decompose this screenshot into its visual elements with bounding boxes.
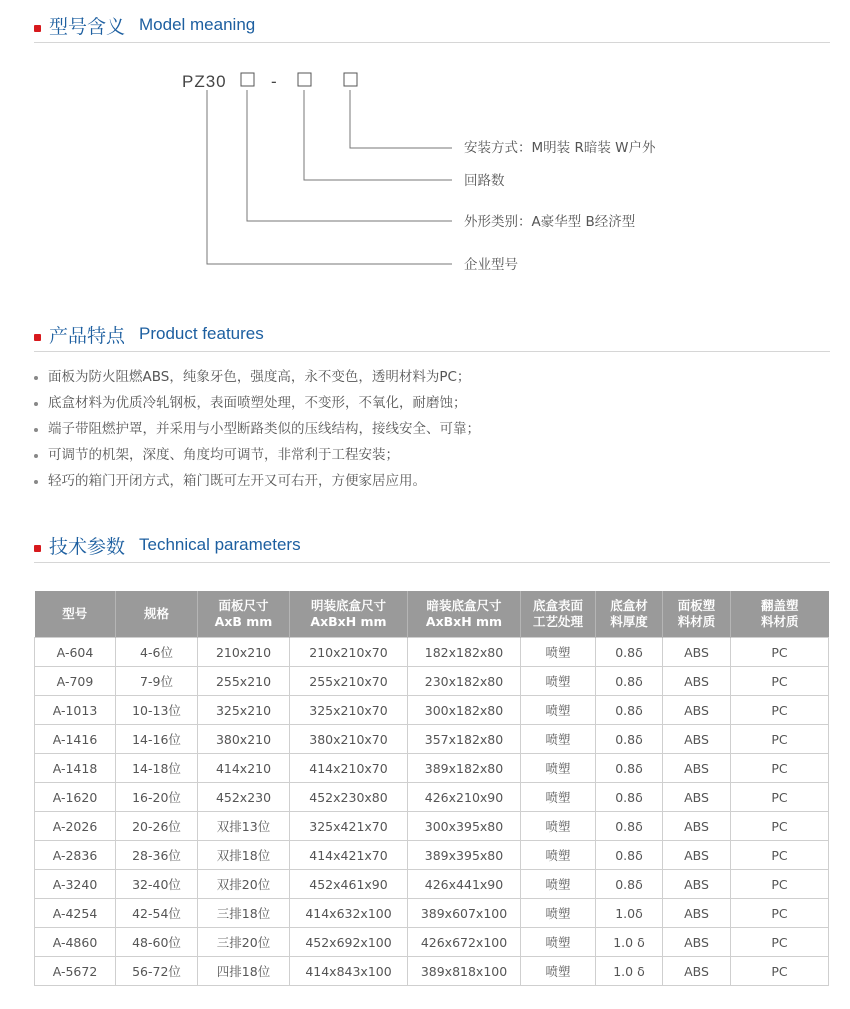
table-cell: A-2026: [35, 812, 116, 841]
section-title-cn: 技术参数: [49, 536, 126, 558]
table-cell: 452x461x90: [290, 870, 408, 899]
table-cell: 389x607x100: [408, 899, 521, 928]
section-header-model-meaning: [34, 10, 830, 43]
table-cell: 14-16位: [116, 725, 198, 754]
table-cell: 325x210: [198, 696, 290, 725]
table-cell: 414x843x100: [290, 957, 408, 986]
table-cell: 426x672x100: [408, 928, 521, 957]
table-cell: 28-36位: [116, 841, 198, 870]
table-cell: 380x210x70: [290, 725, 408, 754]
table-cell: 452x230x80: [290, 783, 408, 812]
column-header-line: 面板塑: [677, 598, 716, 613]
column-header-line: 规格: [143, 606, 169, 621]
table-cell: 0.8δ: [596, 783, 663, 812]
table-cell: PC: [731, 725, 829, 754]
table-cell: 双排18位: [198, 841, 290, 870]
table-cell: A-4860: [35, 928, 116, 957]
table-cell: A-1416: [35, 725, 116, 754]
feature-item: [34, 418, 824, 444]
table-cell: 414x210x70: [290, 754, 408, 783]
placeholder-box-install: [344, 73, 357, 86]
table-cell: ABS: [663, 841, 731, 870]
column-header-line: 面板尺寸: [218, 598, 269, 613]
column-header-line: AxBxH mm: [310, 614, 387, 629]
table-cell: 210x210: [198, 638, 290, 667]
table-cell: 双排20位: [198, 870, 290, 899]
table-cell: 14-18位: [116, 754, 198, 783]
model-code-prefix: PZ30: [182, 72, 227, 91]
connector-line-enterprise: [207, 90, 452, 264]
feature-item: [34, 444, 824, 470]
table-cell: ABS: [663, 812, 731, 841]
table-row: [35, 899, 829, 928]
table-cell: PC: [731, 638, 829, 667]
table-cell: ABS: [663, 696, 731, 725]
table-cell: 1.0 δ: [596, 928, 663, 957]
bullet-dot-icon: [34, 454, 38, 458]
table-cell: 喷塑: [521, 899, 596, 928]
table-cell: 喷塑: [521, 783, 596, 812]
table-cell: 0.8δ: [596, 725, 663, 754]
column-header: [408, 591, 521, 638]
table-cell: 四排18位: [198, 957, 290, 986]
table-cell: 210x210x70: [290, 638, 408, 667]
technical-parameters-table: [34, 591, 829, 986]
table-cell: 255x210x70: [290, 667, 408, 696]
desc-shape-category: 外形类别：A豪华型 B经济型: [464, 214, 636, 230]
section-title-cn: 产品特点: [49, 325, 126, 347]
table-cell: PC: [731, 957, 829, 986]
table-cell: 喷塑: [521, 957, 596, 986]
feature-text: 底盒材料为优质冷轧钢板，表面喷塑处理，不变形，不氧化，耐磨蚀；: [48, 395, 467, 411]
table-cell: 42-54位: [116, 899, 198, 928]
table-cell: A-1620: [35, 783, 116, 812]
column-header-line: AxB mm: [214, 614, 273, 629]
table-cell: 4-6位: [116, 638, 198, 667]
feature-list: [34, 366, 824, 496]
table-row: [35, 725, 829, 754]
table-cell: 三排18位: [198, 899, 290, 928]
column-header-line: 底盒材: [610, 598, 648, 613]
feature-text: 轻巧的箱门开闭方式，箱门既可左开又可右开，方便家居应用。: [48, 473, 426, 489]
table-cell: 1.0 δ: [596, 957, 663, 986]
table-cell: A-709: [35, 667, 116, 696]
table-cell: 16-20位: [116, 783, 198, 812]
section-title-cn: 型号含义: [49, 16, 126, 38]
red-square-bullet-icon: [34, 545, 41, 552]
column-header: [198, 591, 290, 638]
column-header-line: 料厚度: [610, 614, 648, 629]
table-cell: 452x692x100: [290, 928, 408, 957]
table-cell: 0.8δ: [596, 841, 663, 870]
table-cell: A-1418: [35, 754, 116, 783]
table-cell: A-3240: [35, 870, 116, 899]
table-row: [35, 638, 829, 667]
table-cell: 325x210x70: [290, 696, 408, 725]
section-title-en: Product features: [139, 324, 264, 343]
table-cell: PC: [731, 754, 829, 783]
table-cell: 喷塑: [521, 928, 596, 957]
table-cell: 三排20位: [198, 928, 290, 957]
table-cell: 0.8δ: [596, 696, 663, 725]
table-cell: 喷塑: [521, 812, 596, 841]
column-header: [290, 591, 408, 638]
feature-item: [34, 366, 824, 392]
table-cell: 0.8δ: [596, 754, 663, 783]
table-row: [35, 783, 829, 812]
table-cell: 300x182x80: [408, 696, 521, 725]
table-cell: PC: [731, 812, 829, 841]
table-row: [35, 667, 829, 696]
table-cell: ABS: [663, 667, 731, 696]
table-cell: 喷塑: [521, 638, 596, 667]
table-row: [35, 841, 829, 870]
table-cell: 389x818x100: [408, 957, 521, 986]
table-cell: 10-13位: [116, 696, 198, 725]
column-header-line: 翻盖塑: [760, 598, 799, 613]
table-cell: 喷塑: [521, 696, 596, 725]
bullet-dot-icon: [34, 428, 38, 432]
column-header-line: 工艺处理: [532, 614, 583, 629]
desc-enterprise-model: 企业型号: [464, 257, 518, 273]
feature-text: 端子带阻燃护罩，并采用与小型断路类似的压线结构，接线安全、可靠；: [48, 421, 480, 437]
column-header-line: 底盒表面: [532, 598, 583, 613]
table-cell: ABS: [663, 783, 731, 812]
model-code-separator: -: [271, 72, 278, 91]
table-cell: 414x632x100: [290, 899, 408, 928]
table-cell: PC: [731, 928, 829, 957]
model-code-diagram: [0, 60, 850, 290]
table-row: [35, 928, 829, 957]
desc-install-method: 安装方式：M明装 R暗装 W户外: [464, 140, 656, 156]
table-row: [35, 696, 829, 725]
table-cell: 230x182x80: [408, 667, 521, 696]
table-cell: 喷塑: [521, 841, 596, 870]
table-cell: 1.0δ: [596, 899, 663, 928]
table-cell: A-5672: [35, 957, 116, 986]
table-cell: 380x210: [198, 725, 290, 754]
table-cell: 426x210x90: [408, 783, 521, 812]
table-cell: PC: [731, 783, 829, 812]
placeholder-box-shape: [241, 73, 254, 86]
desc-circuit-count: 回路数: [464, 173, 505, 189]
table-cell: 喷塑: [521, 870, 596, 899]
table-cell: 357x182x80: [408, 725, 521, 754]
column-header: [116, 591, 198, 638]
table-cell: ABS: [663, 754, 731, 783]
column-header-line: 型号: [62, 606, 88, 621]
table-cell: ABS: [663, 725, 731, 754]
table-cell: PC: [731, 870, 829, 899]
table-cell: 389x182x80: [408, 754, 521, 783]
table-cell: 0.8δ: [596, 812, 663, 841]
table-cell: A-604: [35, 638, 116, 667]
table-cell: A-4254: [35, 899, 116, 928]
table-cell: 0.8δ: [596, 667, 663, 696]
table-cell: 32-40位: [116, 870, 198, 899]
section-header-product-features: [34, 319, 830, 352]
table-cell: ABS: [663, 638, 731, 667]
table-cell: 426x441x90: [408, 870, 521, 899]
column-header-line: 暗装底盒尺寸: [426, 598, 502, 613]
table-cell: PC: [731, 841, 829, 870]
bullet-dot-icon: [34, 402, 38, 406]
red-square-bullet-icon: [34, 25, 41, 32]
column-header: [731, 591, 829, 638]
table-cell: 喷塑: [521, 667, 596, 696]
table-cell: 182x182x80: [408, 638, 521, 667]
table-cell: 300x395x80: [408, 812, 521, 841]
section-title-en: Model meaning: [139, 15, 256, 34]
feature-item: [34, 470, 824, 496]
connector-line-circuits: [304, 90, 452, 180]
table-cell: 7-9位: [116, 667, 198, 696]
table-cell: 389x395x80: [408, 841, 521, 870]
bullet-dot-icon: [34, 376, 38, 380]
table-cell: ABS: [663, 870, 731, 899]
table-row: [35, 812, 829, 841]
feature-text: 可调节的机架，深度、角度均可调节，非常利于工程安装；: [48, 447, 399, 463]
table-cell: 喷塑: [521, 725, 596, 754]
column-header: [596, 591, 663, 638]
table-cell: 20-26位: [116, 812, 198, 841]
table-cell: 56-72位: [116, 957, 198, 986]
placeholder-box-circuits: [298, 73, 311, 86]
column-header-line: AxBxH mm: [425, 614, 503, 629]
table-row: [35, 957, 829, 986]
feature-item: [34, 392, 824, 418]
table-cell: 双排13位: [198, 812, 290, 841]
table-cell: 414x421x70: [290, 841, 408, 870]
table-cell: 452x230: [198, 783, 290, 812]
table-cell: A-1013: [35, 696, 116, 725]
column-header: [35, 591, 116, 638]
table-cell: PC: [731, 899, 829, 928]
table-cell: PC: [731, 696, 829, 725]
column-header-line: 明装底盒尺寸: [310, 598, 386, 613]
column-header: [521, 591, 596, 638]
section-title-en: Technical parameters: [139, 535, 301, 554]
section-header-technical-parameters: [34, 530, 830, 563]
table-row: [35, 754, 829, 783]
bullet-dot-icon: [34, 480, 38, 484]
feature-text: 面板为防火阻燃ABS，纯象牙色，强度高，永不变色，透明材料为PC；: [48, 369, 471, 385]
table-cell: ABS: [663, 928, 731, 957]
table-cell: ABS: [663, 957, 731, 986]
column-header-line: 料材质: [677, 614, 716, 629]
table-body: [35, 638, 829, 986]
red-square-bullet-icon: [34, 334, 41, 341]
column-header: [663, 591, 731, 638]
table-cell: 48-60位: [116, 928, 198, 957]
table-cell: PC: [731, 667, 829, 696]
table-cell: 325x421x70: [290, 812, 408, 841]
table-row: [35, 870, 829, 899]
column-header-line: 料材质: [760, 614, 799, 629]
table-cell: A-2836: [35, 841, 116, 870]
table-cell: 414x210: [198, 754, 290, 783]
table-cell: 255x210: [198, 667, 290, 696]
table-cell: 0.8δ: [596, 870, 663, 899]
table-header-row: [35, 591, 829, 638]
table-cell: 喷塑: [521, 754, 596, 783]
table-cell: ABS: [663, 899, 731, 928]
connector-line-install: [350, 90, 452, 148]
table-cell: 0.8δ: [596, 638, 663, 667]
